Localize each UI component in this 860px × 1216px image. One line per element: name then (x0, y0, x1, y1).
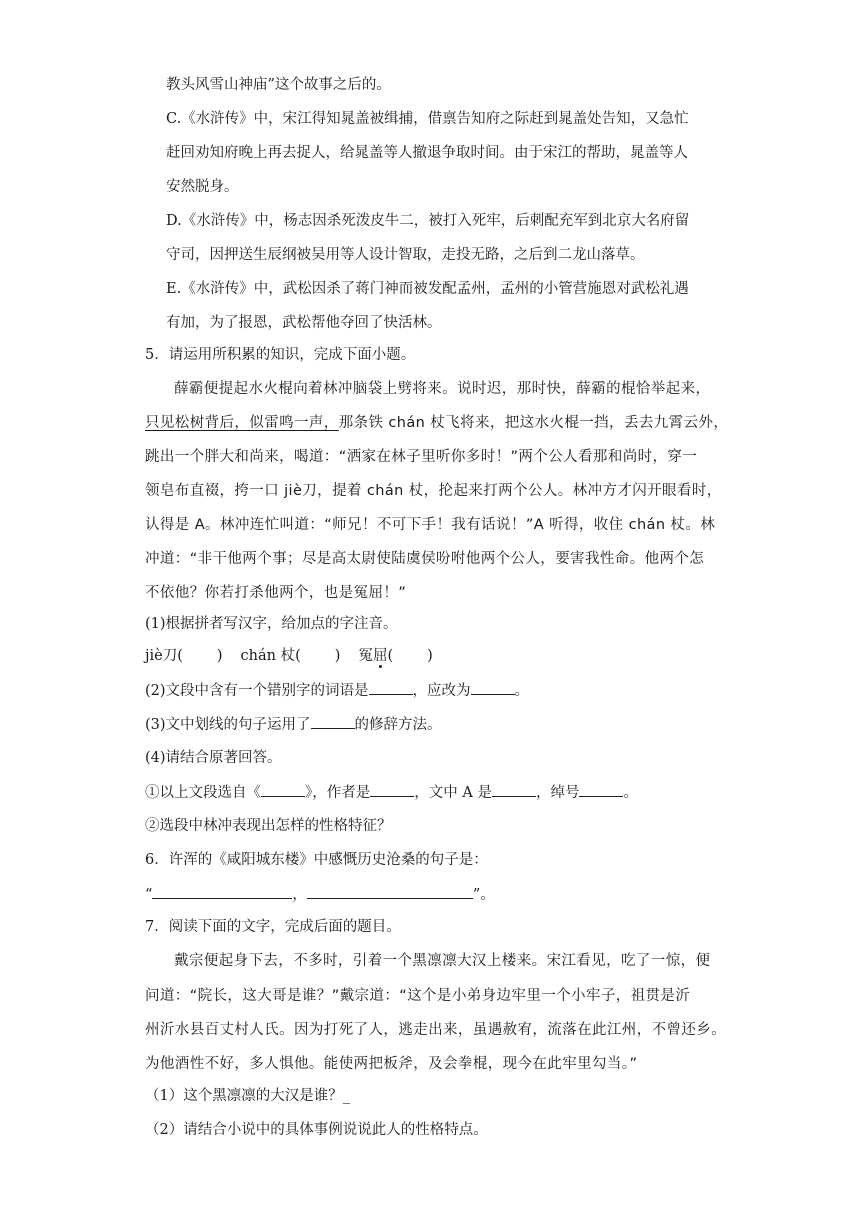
subquestion-2: (2)文段中含有一个错别字的词语是 ，应改为 。 (145, 680, 529, 701)
blank-poem-line-1[interactable] (152, 884, 292, 899)
question-7-sub-1: （1）这个黑凛凛的大汉是谁？_ (145, 1088, 350, 1104)
option-c-line-1: C.《水浒传》中，宋江得知晁盖被缉捕，借禀告知府之际赶到晁盖处告知，又急忙 (166, 111, 689, 127)
blank-poem-line-2[interactable] (307, 884, 473, 899)
option-d-line-2: 守司，因押送生辰纲被吴用等人设计智取，走投无路，之后到二龙山落草。 (166, 247, 645, 263)
dotted-character: 屈 (372, 648, 388, 664)
subquestion-3: (3)文中划线的句子运用了 的修辞方法。 (145, 714, 442, 735)
question-5-heading: 5．请运用所积累的知识，完成下面小题。 (145, 347, 416, 363)
passage-7-line-4: 为他酒性不好，多人惧他。能使两把板斧，及会拳棍，现今在此牢里勾当。” (145, 1056, 638, 1072)
subquestion-4: (4)请结合原著回答。 (145, 750, 282, 766)
question-6-answer-line: “ ， ”。 (145, 884, 495, 905)
question-6-heading: 6．许浑的《咸阳城东楼》中感慨历史沧桑的句子是： (145, 852, 488, 868)
blank-rhetoric[interactable] (311, 714, 355, 729)
passage-7-line-2: 问道：“院长，这大哥是谁？”戴宗道：“这个是小弟身边牢里一个小牢子，祖贯是沂 (145, 988, 691, 1004)
blank-character-a[interactable] (492, 782, 536, 797)
passage-5-line-2-rest: 那条铁 chán 杖飞将来，把这水火棍一挡，丢去九霄云外， (338, 415, 729, 431)
option-b-continuation: 教头风雪山神庙”这个故事之后的。 (166, 77, 391, 93)
option-e-line-1: E.《水浒传》中，武松因杀了蒋门神而被发配孟州，孟州的小管营施恩对武松礼遇 (166, 281, 689, 297)
blank-book-title[interactable] (261, 782, 305, 797)
question-7-sub-2: （2）请结合小说中的具体事例说说此人的性格特点。 (145, 1122, 488, 1138)
word-yuan: 冤 (358, 648, 373, 664)
option-c-line-3: 安然脱身。 (166, 179, 239, 195)
option-d-line-1: D.《水浒传》中，杨志因杀死泼皮牛二，被打入死牢，后刺配充军到北京大名府留 (166, 213, 690, 229)
underlined-sentence: 只见松树背后，似雷鸣一声， (145, 415, 339, 431)
passage-5-line-4: 领皂布直裰，挎一口 jiè刀，提着 chán 杖，抡起来打两个公人。林冲方才闪开眼看时， (145, 483, 722, 499)
passage-5-line-1: 薛霸便提起水火棍向着林冲脑袋上劈将来。说时迟，那时快，薛霸的棍恰举起来， (174, 381, 711, 397)
passage-7-line-3: 州沂水县百丈村人氏。因为打死了人，逃走出来，虽遇赦宥，流落在此江州，不曾还乡。 (145, 1022, 727, 1038)
blank-author[interactable] (370, 782, 414, 797)
subquestion-1: (1)根据拼者写汉字，给加点的字注音。 (145, 616, 398, 632)
passage-7-line-1: 戴宗便起身下去，不多时，引着一个黑凛凛大汉上楼来。宋江看见，吃了一惊，便 (174, 953, 711, 969)
subquestion-4-part-1: ①以上文段选自《 》，作者是 ，文中 A 是 ，绰号 。 (145, 782, 638, 803)
passage-5-line-5: 认得是 A。林冲连忙叫道：“师兄！不可下手！我有话说！”A 听得，收住 chán 杖。林 (145, 517, 716, 533)
passage-5-line-7: 不依他？你若打杀他两个，也是冤屈！” (145, 585, 407, 601)
blank-wrong-word[interactable] (369, 680, 413, 695)
pinyin-chan-label: chán 杖( (240, 648, 301, 664)
blank-correct-word[interactable] (471, 680, 515, 695)
question-7-heading: 7．阅读下面的文字，完成后面的题目。 (145, 919, 401, 935)
passage-5-line-6: 冲道：“非干他两个事；尽是高太尉使陆虞侯吩咐他两个公人，要害我性命。他两个怎 (145, 551, 705, 567)
blank-nickname[interactable] (579, 782, 623, 797)
passage-5-line-2 (145, 413, 728, 433)
pinyin-answer-row: jiè刀( ) chán 杖( ) 冤屈( ) (145, 648, 433, 664)
passage-5-line-3: 跳出一个胖大和尚来，喝道：“洒家在林子里听你多时！”两个公人看那和尚时，穿一 (145, 449, 698, 465)
pinyin-jie-label: jiè刀( (145, 648, 183, 664)
option-e-line-2: 有加，为了报恩，武松帮他夺回了快活林。 (166, 315, 442, 331)
option-c-line-2: 赶回劝知府晚上再去捉人，给晁盖等人撤退争取时间。由于宋江的帮助，晁盖等人 (166, 145, 688, 161)
subquestion-4-part-2: ②选段中林冲表现出怎样的性格特征？ (145, 818, 392, 834)
